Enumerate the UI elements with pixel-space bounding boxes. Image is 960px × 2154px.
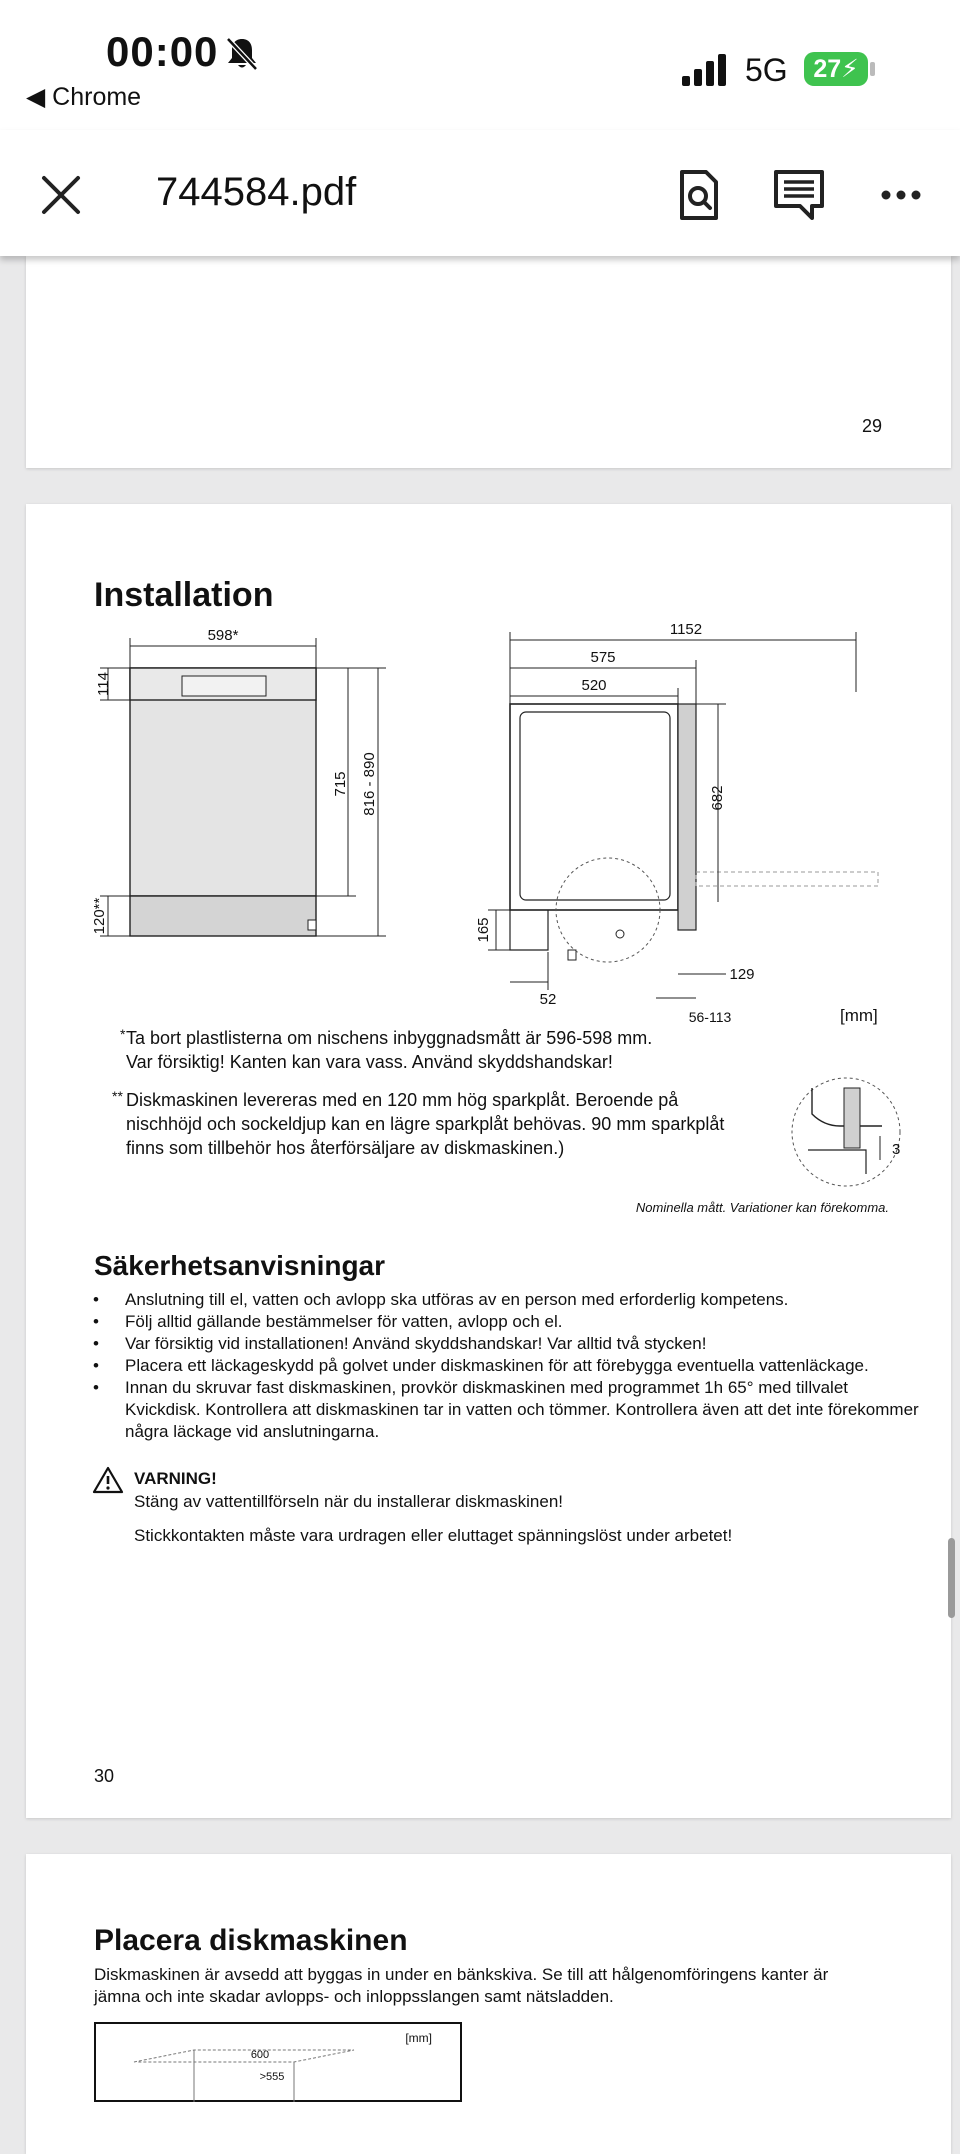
pdf-page-29 — [26, 256, 951, 468]
search-document-icon[interactable] — [672, 168, 726, 222]
note1-line-2: Var försiktig! Kanten kan vara vass. Använd skyddshandskar! — [126, 1052, 613, 1072]
plinth — [130, 896, 316, 936]
battery-tip — [870, 62, 875, 76]
status-time: 00:00 — [106, 28, 219, 75]
list-item: • Anslutning till el, vatten och avlopp ska utföras av en person med erforderlig kompetens. — [93, 1289, 923, 1311]
dim-door-height-label: 682 — [709, 785, 726, 811]
page-number: 29 — [862, 416, 883, 436]
dim-depth-575-label: 575 — [590, 649, 616, 666]
back-to-app-link[interactable]: ◀ Chrome — [26, 83, 142, 111]
plinth-detail-drawing — [762, 1074, 912, 1194]
diagram-dim-555: >555 — [259, 2071, 285, 2083]
detail-dimension-label: 3 — [892, 1141, 901, 1158]
network-type: 5G — [745, 52, 788, 88]
list-item: • Var försiktig vid installationen! Använd skyddshandskar! Var alltid två stycken! — [93, 1333, 923, 1355]
dim-total-depth-label: 1152 — [669, 621, 703, 638]
cellular-signal-icon — [680, 52, 730, 88]
pdf-page-30 — [26, 504, 951, 1818]
dim-height-range-label: 816 - 890 — [361, 752, 378, 816]
placement-diagram — [94, 2022, 464, 2102]
pdf-toolbar — [0, 130, 960, 256]
unit-label: [mm] — [840, 1006, 878, 1025]
note2-line-3: finns som tillbehör hos återförsäljare av diskmaskinen.) — [126, 1138, 565, 1158]
safety-list — [93, 1289, 923, 1443]
safety-heading: Säkerhetsanvisningar — [94, 1250, 386, 1281]
close-icon[interactable] — [38, 172, 84, 218]
bell-muted-icon — [222, 34, 262, 74]
foot — [308, 920, 316, 930]
note2-line-1: Diskmaskinen levereras med en 120 mm hög sparkplåt. Beroende på — [126, 1090, 679, 1110]
dim-width-label: 598* — [207, 627, 239, 644]
document-scrollbar[interactable] — [948, 1538, 955, 1618]
dim-foot-label: 52 — [539, 991, 557, 1008]
more-options-icon[interactable] — [876, 168, 930, 222]
dim-inner-height-label: 715 — [332, 771, 349, 797]
comment-icon[interactable] — [772, 168, 826, 222]
nominal-dimensions-note: Nominella mått. Variationer kan förekomma. — [635, 1200, 889, 1215]
note2-line-2: nischhöjd och sockeldjup kan en lägre sparkplåt behövas. 90 mm sparkplåt — [126, 1114, 725, 1134]
dim-gap-label: 129 — [729, 966, 755, 983]
dim-top-label: 114 — [95, 672, 112, 696]
page-number: 30 — [94, 1766, 115, 1786]
battery-level: 27 — [813, 55, 842, 83]
charging-bolt-icon: ⚡ — [841, 55, 859, 83]
door-open-outline — [696, 872, 878, 886]
diagram-dim-600: 600 — [250, 2049, 270, 2061]
list-item: • Följ alltid gällande bestämmelser för vatten, avlopp och el. — [93, 1311, 923, 1333]
place-dishwasher-heading: Placera diskmaskinen — [94, 1924, 408, 1957]
status-bar — [0, 0, 960, 130]
dishwasher-front — [130, 668, 316, 896]
dim-depth-520-label: 520 — [581, 677, 607, 694]
dim-range-label: 56-113 — [688, 1009, 732, 1025]
warning-title: VARNING! — [134, 1469, 217, 1488]
warning-line-1: Stäng av vattentillförseln när du installerar diskmaskinen! — [134, 1492, 563, 1511]
dim-plinth-label: 165 — [475, 917, 492, 943]
front-view-dimension-drawing — [86, 624, 426, 984]
diagram-unit-label: [mm] — [405, 2031, 432, 2045]
intro-line-2: jämna och inte skadar avlopps- och inloppsslangen samt nätsladden. — [94, 1987, 614, 2006]
list-item: • Innan du skruvar fast diskmaskinen, provkör diskmaskinen med programmet 1h 65° med tillvalet Kvickdisk. Kontrollera att diskmaskinen tar in vatten och tömmer. Kontrollera även att det inte förekommer några läckage vid anslutningarna. — [93, 1377, 923, 1443]
battery-indicator — [804, 52, 868, 86]
cabinet-body — [510, 704, 678, 910]
note2-mark: ** — [112, 1088, 123, 1104]
warning-icon — [92, 1466, 124, 1494]
note1-mark: * — [120, 1026, 126, 1042]
note1-line-1: Ta bort plastlisterna om nischens inbyggnadsmått är 596-598 mm. — [126, 1028, 653, 1048]
intro-line-1: Diskmaskinen är avsedd att byggas in under en bänkskiva. Se till att hålgenomföringens kanter är — [94, 1965, 829, 1984]
panel-handle — [182, 676, 266, 696]
list-item: • Placera ett läckageskydd på golvet under diskmaskinen för att förebygga eventuella vattenläckage. — [93, 1355, 923, 1377]
document-title: 744584.pdf — [156, 170, 357, 214]
door-panel — [678, 704, 696, 930]
pdf-page-31 — [26, 1854, 951, 2154]
installation-heading: Installation — [94, 576, 274, 614]
warning-line-2: Stickkontakten måste vara urdragen eller eluttaget spänningslöst under arbetet! — [134, 1526, 733, 1545]
dim-bottom-label: 120** — [91, 897, 108, 935]
